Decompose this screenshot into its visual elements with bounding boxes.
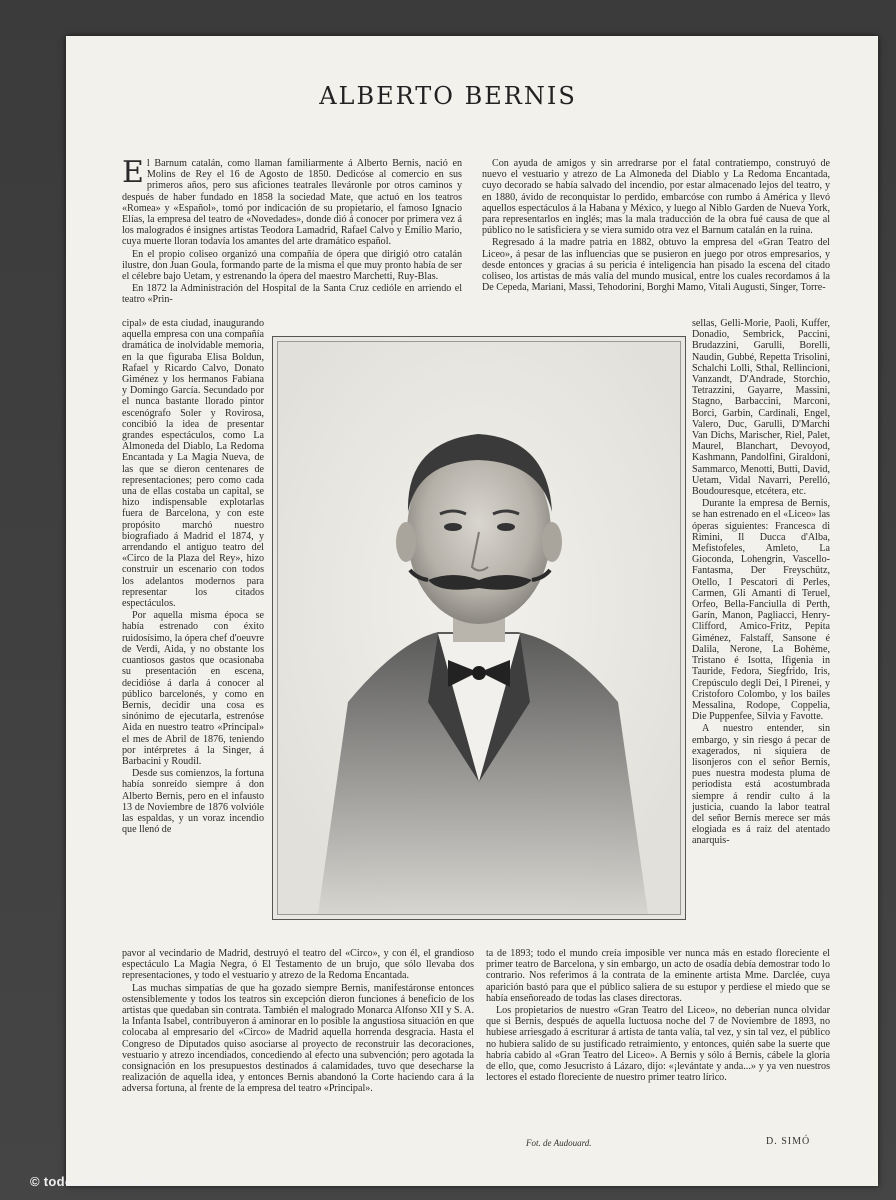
paragraph: A nuestro entender, sin embargo, y sin riesgo á pecar de exagerados, ni siquiera de lisonjeros con el señor Bernis, pues nuestra modesta pluma de periodista está acostumbrada siempre á rendir culto á la justicia, cuando la labor teatral del señor Bernis merece ser más elogiada es á raíz del atentado anarquis-: [692, 723, 830, 847]
intro-paragraph: [122, 155, 462, 248]
column-bottom-right: [486, 948, 830, 1084]
watermark: © todocoleccion.net: [30, 1174, 161, 1189]
portrait-frame: [277, 341, 681, 915]
paragraph: Por aquella misma época se había estrenado con éxito ruidosísimo, la ópera chef d'oeuvre de Verdi, Aida, y no obstante los cuantiosos gastos que ocasionaba su presentación en escena, decidióse á darla á conocer al público barcelonés, y como en Bernis, decidir una cosa es sinónimo de ejecutarla, estrenóse Aida en nuestro teatro «Principal» el mes de Abril de 1876, teniendo por intérpretes á la Singer, á Barbacini y Roudil.: [122, 610, 264, 767]
paragraph: En el propio coliseo organizó una compañía de ópera que dirigió otro catalán ilustre, don Juan Goula, formando parte de la misma el que muy pronto había de ser el célebre bajo Uetam, y estrenando la ópera del maestro Marchetti, Ruy-Blas.: [122, 248, 462, 283]
paragraph: Regresado á la madre patria en 1882, obtuvo la empresa del «Gran Teatro del Liceo», á pesar de las influencias que se pusieron en juego por otros empresarios, y desde entonces y gracias á su pericia é inteligencia han pisado la escena del citado coliseo, los artistas de más valía del mundo musical, entre los cuales recordamos á la De Cepeda, Mariani, Massi, Tehodorini, Borghi Mamo, Vitali Augusti, Singer, Torre-: [482, 237, 830, 294]
paragraph: Con ayuda de amigos y sin arredrarse por el fatal contratiempo, construyó de nuevo el vestuario y atrezo de La Almoneda del Diablo y La Redoma Encantada, cuyo decorado se había salvado del incendio, por estar almacenado lejos del teatro, y en 1880, ávido de reconquistar lo perdido, embarcóse con rumbo á América y llevó aquellos espectáculos á la Habana y México, y luego al Niblo Garden de Nueva York, para representarlos en inglés; mas la mala traducción de la obra fué causa de que al público no le satisficiera y se viera sumido otra vez el Barnum catalán en la ruina.: [482, 158, 830, 237]
article-title: ALBERTO BERNIS: [319, 82, 577, 110]
column-left-top: [122, 155, 462, 307]
paragraph: En 1872 la Administración del Hospital de la Santa Cruz cedióle en arriendo el teatro «Prin-: [122, 283, 462, 306]
column-bottom-left: [122, 948, 474, 1096]
paragraph: Durante la empresa de Bernis, se han estrenado en el «Liceo» las óperas siguientes: Francesca di Rimini, Il Ducca d'Alba, Mefistofeles, Amleto, La Gioconda, Lohengrin, Vascello-Fantasma, Der Freyschütz, Otello, I Pescatori di Perles, Carmen, Gli Amanti di Teruel, Orfeo, Bella-Fanciulla di Perth, Garín, Manon, Pagliacci, Henry-Clifford, Amico-Fritz, Pepita Giménez, Falstaff, Sansone é Dalila, Nerone, La Bohème, Tristano é Isotta, Ifigenia in Tauride, Fedora, Siegfrido, Iris, Crepúsculo degli Dei, I Pirenei, y Cristoforo Colombo, y los bailes Messalina, Rodope, Coppelia, Die Puppenfee, Silvia y Favotte.: [692, 498, 830, 723]
intro-text: l Barnum catalán, como llaman familiarmente á Alberto Bernis, nació en Molins de Rey el 16 de Agosto de 1850. Dedicóse al comercio en sus primeros años, pero sus aficiones teatrales lleváronle por otros caminos y después de haber fundado en 1858 la sociedad Mate, que actuó en los teatros «Romea» y «Español», tomó por indicación de su propietario, el famoso Ignacio Elías, la empresa del teatro de «Novedades», donde dió á conocer por primera vez á los malogrados é insignes artistas Teodora Lamadrid, Rafael Calvo y Emilio Mario, cuya muerte lloran todavía los amantes del arte dramático español.: [122, 158, 462, 248]
paragraph: Las muchas simpatías de que ha gozado siempre Bernis, manifestáronse entonces ostensiblemente y todos los teatros sin excepción dieron funciones á beneficio de los artistas que quedaban sin contrata. También el malogrado Monarca Alfonso XII y S. A. la Infanta Isabel, contribuyeron á aminorar en lo posible la angustiosa situación en que colocaba al empresario del «Circo» de Madrid aquella horrenda desgracia. Hasta el Congreso de Diputados quiso asociarse al proyecto de reconstruir las decoraciones, vestuario y atrezo incendiados, concediendo al efecto una subvención; pero agotada la consignación en los presupuestos destinados á calamidades, tuvo que desecharse la realización de aquella idea, y entonces Bernis abandonó la Corte haciendo cara á la adversa fortuna, al frente de la empresa del teatro «Principal».: [122, 982, 474, 1095]
author-signature: D. SIMÓ: [766, 1136, 811, 1147]
drop-cap: E: [122, 155, 144, 190]
portrait-photo: [272, 336, 686, 920]
paragraph: sellas, Gelli-Morie, Paoli, Kuffer, Donadio, Sembrick, Paccini, Brudazzini, Garulli, Borelli, Naudin, Gubbé, Repetta Trisolini, Schalchi Lolli, Sthal, Rellincioni, Vanzandt, D'Andrade, Storchio, Tetrazzini, Gayarre, Massini, Stagno, Barbaccini, Marconi, Borci, Garbin, Cardinali, Engel, Valero, Duc, Garulli, D'Marchi Van Dichs, Marischer, Riel, Palet, Maurel, Blanchart, Devoyod, Kashmann, Pandolfini, Giraldoni, Sammarco, Menotti, Butti, David, Uetam, Vidal Navarri, Perelló, Boudouresque, etcétera, etc.: [692, 318, 830, 498]
paragraph: pavor al vecindario de Madrid, destruyó el teatro del «Circo», y con él, el grandioso espectáculo La Magia Negra, ó El Testamento de un brujo, que sólo llevaba dos representaciones, y todo el vestuario y atrezo de la Redoma Encantada.: [122, 948, 474, 982]
photo-credit: Fot. de Audouard.: [526, 1138, 592, 1148]
paragraph: Desde sus comienzos, la fortuna había sonreído siempre á don Alberto Bernis, pero en el infausto 13 de Noviembre de 1876 volvióle las espaldas, y un voraz incendio que llenó de: [122, 768, 264, 836]
paragraph: cipal» de esta ciudad, inaugurando aquella empresa con una compañía dramática de inolvidable memoria, en la que figuraba Elisa Boldun, Rafael y Ricardo Calvo, Donato Giménez y los hermanos Fabiana y Domingo García. Secundado por el nunca bastante llorado pintor escenógrafo Soler y Rovirosa, concibió la idea de presentar grandes espectáculos, como La Almoneda del Diablo, La Redoma Encantada y La Magia Nueva, de las que se dieron centenares de representaciones; pero como cada una de ellas costaba un capital, se hizo indispensable explotarlas fuera de Barcelona, y con este propósito marchó nuestro biografiado á Madrid el 1874, y arrendando el antiguo teatro del «Circo de la Plaza del Rey», hizo construir un escenario con todos los adelantos modernos para representar los citados espectáculos.: [122, 318, 264, 610]
column-right-narrow: [692, 318, 830, 848]
paragraph: ta de 1893; todo el mundo creía imposible ver nunca más en estado floreciente el primer teatro de Barcelona, y sin embargo, un acto de osadía debía demostrar todo lo contrario. Nos referimos á la contrata de la eminente artista Mme. Darclée, cuya aparición bastó para que el público saliera de su estupor y perdiese el miedo que se había enseñoreado de todas las clases directoras.: [486, 948, 830, 1004]
column-right-top: [482, 158, 830, 294]
portrait-illustration: [278, 342, 680, 914]
column-left-narrow: [122, 318, 264, 836]
paragraph: Los propietarios de nuestro «Gran Teatro del Liceo», no deberían nunca olvidar que si Bernis, después de aquella luctuosa noche del 7 de Noviembre de 1893, no hubiese arriesgado á escriturar á artista de tanta valía, tal vez, y sin tal vez, el público no hubiera salido de su justificado retraimiento, y entonces, quién sabe la suerte que habría cabido al «Gran Teatro del Liceo». A Bernis y sólo á Bernis, cábele la gloria de ello, que, como Jesucristo á Lázaro, dijo: «¡levántate y anda...» y ya ven nuestros lectores el estado floreciente de nuestro primer teatro lírico.: [486, 1005, 830, 1084]
